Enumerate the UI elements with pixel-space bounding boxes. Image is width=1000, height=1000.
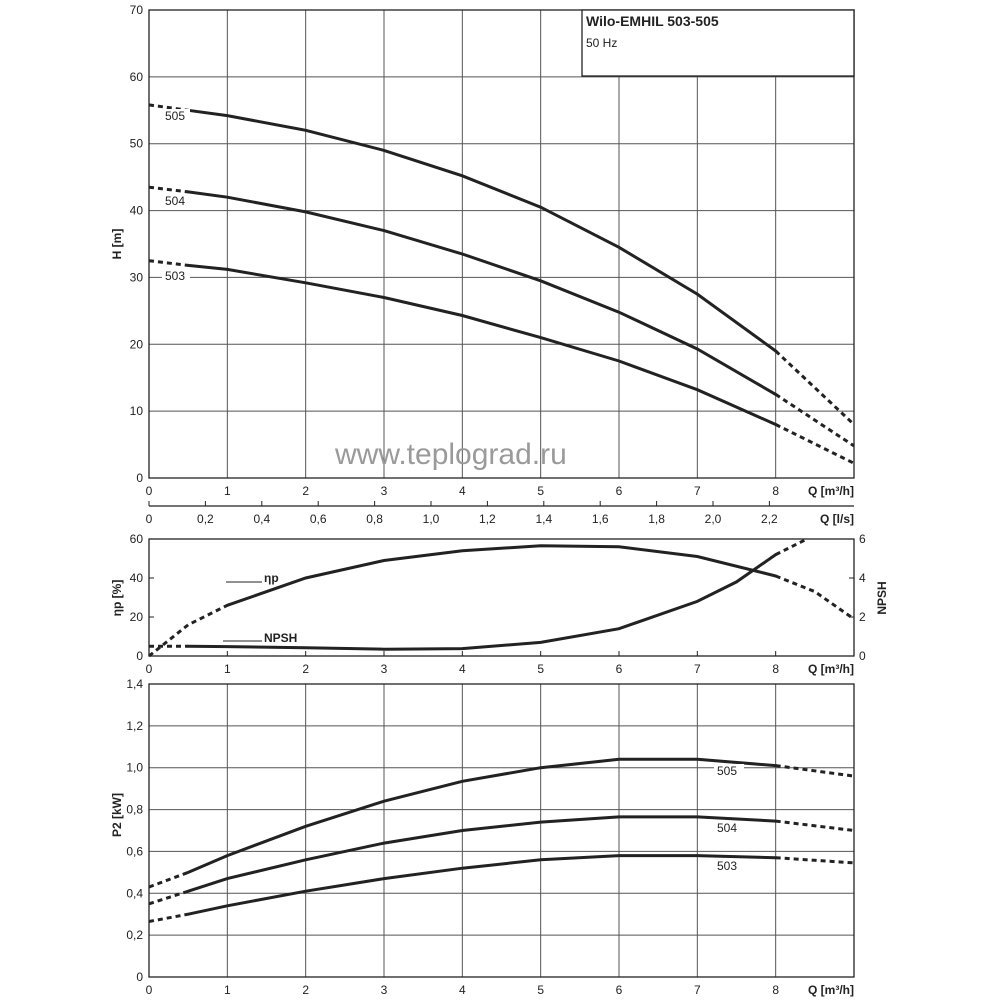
power-505-start-dashed [149, 872, 188, 887]
power-ytick-label: 0 [136, 970, 143, 984]
eff-ytick-label: 60 [129, 532, 143, 546]
npsh-ytick-label: 2 [859, 610, 866, 624]
eff-xtick-label: 6 [615, 662, 623, 676]
head-xtick-label: 8 [772, 484, 780, 498]
npsh-ytick-label: 6 [859, 532, 866, 546]
head-series-label-505: 505 [165, 109, 186, 123]
ls-tick-label: 2,2 [761, 512, 778, 526]
power-504-line [188, 817, 776, 891]
power-ytick-label: 0,8 [126, 802, 143, 817]
efficiency-line [227, 546, 775, 606]
ls-tick-label: 1,8 [648, 512, 665, 526]
power-series-label-504: 504 [717, 821, 738, 835]
npsh-label: NPSH [264, 631, 298, 645]
power-xaxis-label: Q [m³/h] [808, 983, 854, 997]
ls-tick-label: 0,8 [366, 512, 383, 526]
power-xtick-label: 0 [145, 983, 153, 997]
eff-xtick-label: 1 [223, 662, 231, 676]
head-xtick-label: 7 [693, 484, 701, 498]
head-xtick-label: 6 [615, 484, 623, 498]
eff-xtick-label: 3 [380, 662, 388, 676]
head-ytick-label: 50 [129, 136, 143, 151]
efficiency-label: ηp [264, 571, 279, 585]
power-ytick-label: 0,4 [126, 886, 143, 901]
head-505-end-dashed [776, 351, 854, 425]
ls-tick-label: 0,4 [253, 512, 271, 526]
ls-tick-label: 1,2 [479, 512, 496, 526]
power-ytick-label: 0,6 [126, 844, 143, 859]
power-ytick-label: 1,4 [126, 677, 143, 691]
head-xtick-label: 1 [223, 484, 231, 498]
head-ytick-label: 0 [136, 471, 143, 485]
head-xtick-label: 5 [537, 484, 545, 498]
eff-plot-frame [149, 539, 854, 656]
power-xtick-label: 3 [380, 983, 388, 997]
eff-ytick-label: 20 [129, 610, 143, 624]
ls-tick-label: 1,0 [422, 512, 440, 526]
head-ytick-label: 70 [129, 3, 143, 17]
head-ytick-label: 20 [129, 337, 143, 352]
power-xtick-label: 2 [302, 983, 310, 997]
title-box [582, 10, 854, 76]
head-505-line [188, 110, 776, 351]
head-ytick-label: 60 [129, 69, 143, 84]
watermark: www.teplograd.ru [335, 438, 567, 471]
ls-tick-label: 0,2 [197, 512, 214, 526]
head-series-label-504: 504 [165, 194, 186, 208]
power-505-end-dashed [776, 766, 854, 777]
ls-tick-label: 1,6 [591, 512, 609, 526]
eff-xtick-label: 7 [693, 662, 701, 676]
head-ytick-label: 40 [129, 203, 143, 218]
power-ytick-label: 1,0 [126, 760, 143, 775]
head-ytick-label: 30 [129, 270, 143, 285]
power-xtick-label: 8 [772, 983, 780, 997]
power-xtick-label: 7 [693, 983, 701, 997]
power-xtick-label: 6 [615, 983, 623, 997]
head-503-start-dashed [149, 261, 188, 266]
head-xaxis-label: Q [m³/h] [808, 484, 854, 498]
eff-xtick-label: 2 [302, 662, 310, 676]
eff-ytick-label: 40 [129, 571, 143, 585]
power-series-label-505: 505 [717, 764, 738, 778]
power-503-end-dashed [776, 858, 854, 863]
power-xtick-label: 5 [537, 983, 545, 997]
npsh-ytick-label: 4 [859, 571, 866, 585]
ls-tick-label: 0,6 [309, 512, 327, 526]
head-xtick-label: 4 [458, 484, 466, 498]
power-plot-frame [149, 684, 854, 977]
power-xtick-label: 1 [223, 983, 231, 997]
ls-tick-label: 1,4 [535, 512, 553, 526]
efficiency-start-dashed [149, 605, 227, 656]
ls-tick-label: 0 [145, 512, 153, 526]
power-xtick-label: 4 [458, 983, 466, 997]
head-xtick-label: 0 [145, 484, 153, 498]
head-504-start-dashed [149, 187, 188, 192]
power-ytick-label: 0,2 [126, 928, 143, 943]
head-504-line [188, 192, 776, 395]
npsh-ytick-label: 0 [859, 649, 866, 663]
eff-xtick-label: 8 [772, 662, 780, 676]
eff-xtick-label: 5 [537, 662, 545, 676]
power-series-label-503: 503 [717, 859, 738, 873]
chart-title: Wilo-EMHIL 503-505 [586, 13, 719, 29]
chart-subtitle: 50 Hz [586, 36, 618, 50]
power-503-start-dashed [149, 914, 188, 921]
head-xtick-label: 3 [380, 484, 388, 498]
power-504-end-dashed [776, 821, 854, 830]
head-plot-frame [149, 10, 854, 478]
eff-xtick-label: 0 [145, 662, 153, 676]
head-ytick-label: 10 [129, 404, 143, 419]
head-series-label-503: 503 [165, 269, 186, 283]
npsh-yaxis-label: NPSH [875, 581, 889, 615]
head-yaxis-label: H [m] [110, 228, 124, 260]
power-ytick-label: 1,2 [126, 718, 143, 733]
efficiency-end-dashed [776, 576, 854, 619]
head-503-end-dashed [776, 425, 854, 464]
eff-xaxis-label: Q [m³/h] [808, 662, 854, 676]
eff-yaxis-label: ηp [%] [110, 579, 124, 617]
head-xtick-label: 2 [302, 484, 310, 498]
power-yaxis-label: P2 [kW] [110, 792, 124, 838]
eff-ytick-label: 0 [136, 649, 143, 663]
ls-tick-label: 2,0 [704, 512, 722, 526]
ls-axis-label: Q [l/s] [819, 512, 854, 526]
head-504-end-dashed [776, 394, 854, 446]
eff-xtick-label: 4 [458, 662, 466, 676]
npsh-end-dashed [776, 539, 807, 555]
power-503-line [188, 856, 776, 915]
